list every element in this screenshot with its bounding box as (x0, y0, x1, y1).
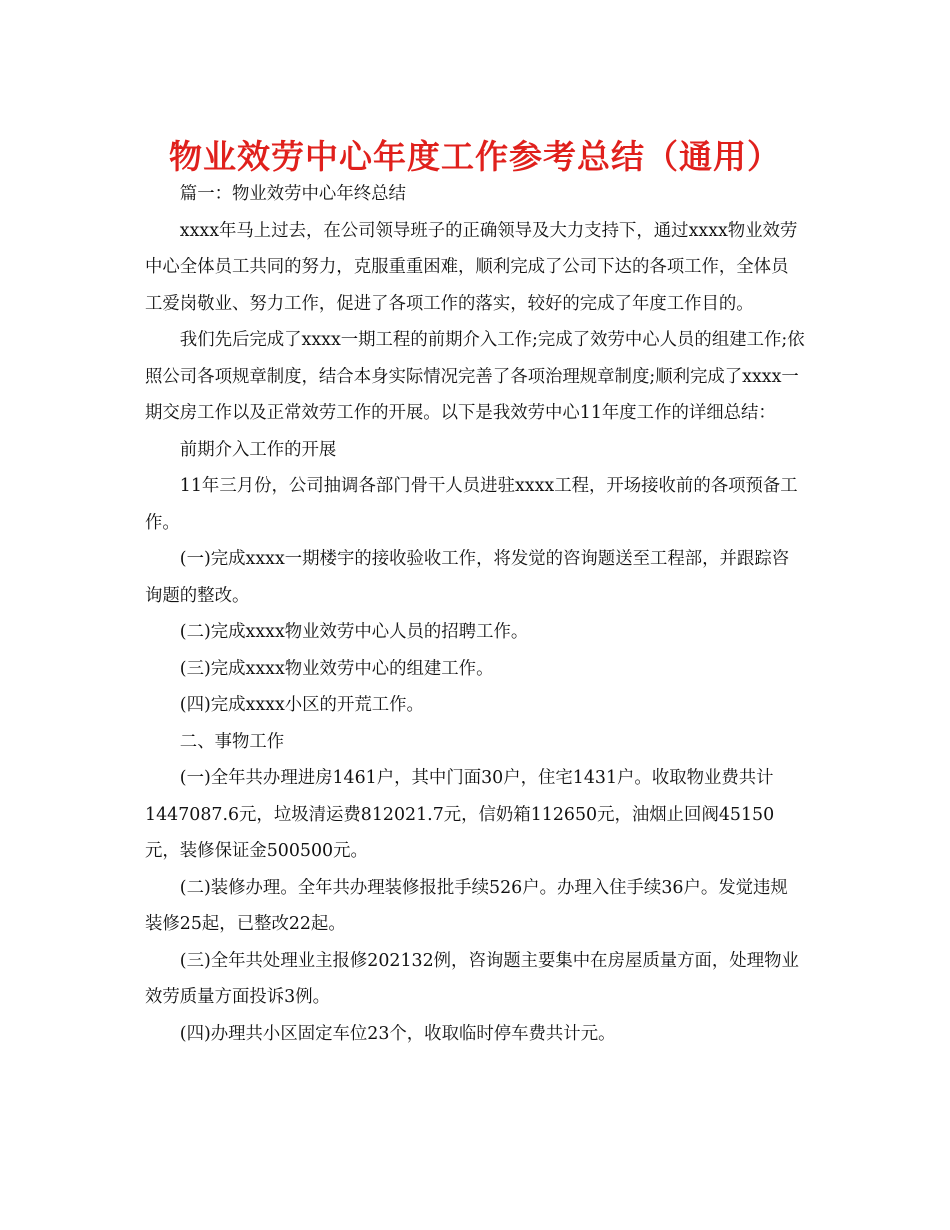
list-item: (三)全年共处理业主报修202132例，咨询题主要集中在房屋质量方面，处理物业效劳质量方面投诉3例。 (145, 950, 799, 1007)
list-item: (四)办理共小区固定车位23个，收取临时停车费共计元。 (179, 1023, 616, 1044)
paragraph: xxxx年马上过去，在公司领导班子的正确领导及大力支持下，通过xxxx物业效劳中心全体员工共同的努力，克服重重困难，顺利完成了公司下达的各项工作，全体员工爱岗敬业、努力工作，促进了各项工作的落实，较好的完成了年度工作目的。 (145, 220, 798, 314)
paragraph: 11年三月份，公司抽调各部门骨干人员进驻xxxx工程，开场接收前的各项预备工作。 (145, 476, 798, 533)
paragraph-subheading: 二、事物工作 (179, 731, 285, 752)
paragraph-subheading: 前期介入工作的开展 (179, 439, 337, 460)
list-item: (四)完成xxxx小区的开荒工作。 (179, 695, 424, 715)
paragraph: 我们先后完成了xxxx一期工程的前期介入工作;完成了效劳中心人员的组建工作;依照公司各项规章制度，结合本身实际情况完善了各项治理规章制度;顺利完成了xxxx一期交房工作以及正常效劳工作的开展。以下是我效劳中心11年度工作的详细总结： (145, 330, 805, 423)
list-item: (二)完成xxxx物业效劳中心人员的招聘工作。 (179, 622, 529, 642)
list-item: (三)完成xxxx物业效劳中心的组建工作。 (179, 658, 494, 679)
document-title: 物业效劳中心年度工作参考总结（通用） (169, 137, 781, 176)
list-item: (一)完成xxxx一期楼宇的接收验收工作，将发觉的咨询题送至工程部，并跟踪咨询题的整改。 (145, 549, 790, 606)
paragraph-section-heading: 篇一：物业效劳中心年终总结 (179, 184, 406, 204)
list-item: (一)全年共办理进房1461户，其中门面30户，住宅1431户。收取物业费共计1447087.6元，垃圾清运费812021.7元，信奶箱112650元，油烟止回阀45150元，装修保证金500500元。 (145, 768, 775, 861)
document-body (145, 176, 805, 1052)
list-item: (二)装修办理。全年共办理装修报批手续526户。办理入住手续36户。发觉违规装修25起，已整改22起。 (145, 877, 788, 934)
